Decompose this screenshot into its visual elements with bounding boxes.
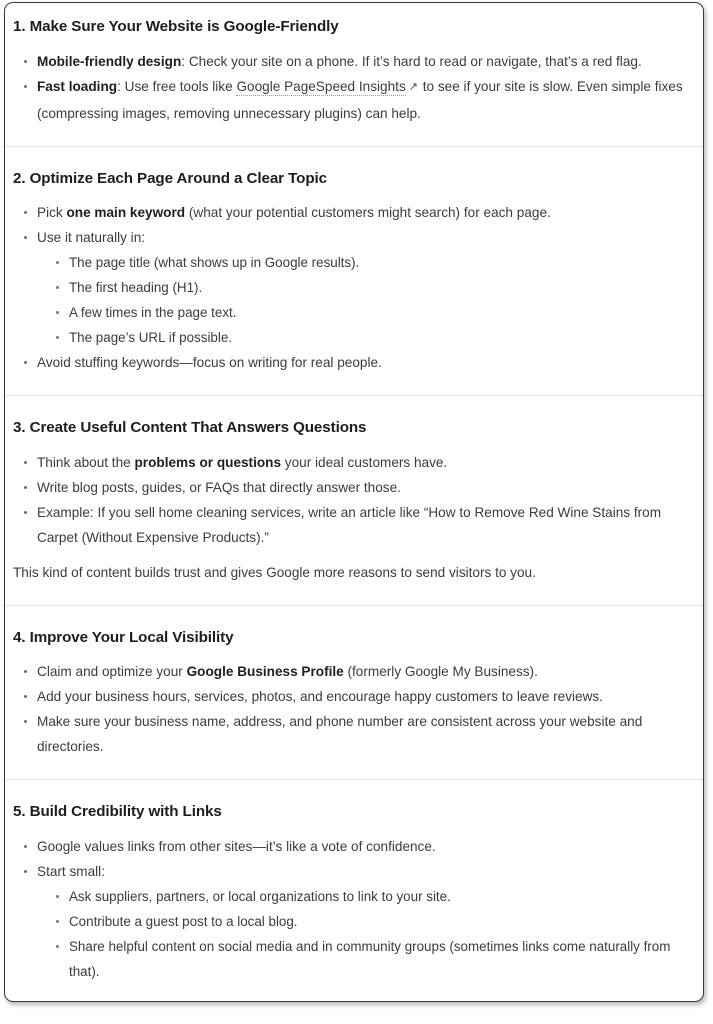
section-4-list	[9, 659, 689, 759]
list-item	[9, 49, 689, 74]
content-card	[4, 2, 704, 1002]
section-5-list	[9, 834, 689, 884]
list-item-bold: Google Business Profile	[186, 664, 344, 680]
list-item-separator: :	[117, 78, 125, 94]
section-1	[5, 17, 703, 126]
nested-list-item: Ask suppliers, partners, or local organizations to link to your site.	[9, 884, 689, 909]
google-pagespeed-insights-link[interactable]: Google PageSpeed Insights	[236, 78, 406, 94]
section-3-heading: 3. Create Useful Content That Answers Questions	[13, 419, 367, 437]
list-item-text-after-bold: (formerly Google My Business).	[343, 664, 538, 680]
list-item-text-after-bold: (what your potential customers might search) for each page.	[185, 205, 551, 221]
card-inner-scroll-region[interactable]	[5, 3, 703, 1001]
nested-list-item: Contribute a guest post to a local blog.	[9, 909, 689, 934]
list-item-lead: Mobile-friendly design	[37, 53, 182, 69]
section-2-list	[9, 200, 689, 250]
section-3	[5, 418, 703, 585]
section-5-heading: 5. Build Credibility with Links	[13, 803, 222, 821]
list-item-text: Use it naturally in:	[37, 230, 146, 246]
list-item-text-after-link: to see if your site is slow. Even simple fixes (compressing images, removing unnecessary plugins) can help.	[37, 78, 683, 121]
list-item: Write blog posts, guides, or FAQs that directly answer those.	[9, 475, 689, 500]
section-2-nested-list	[9, 250, 689, 350]
list-item: Make sure your business name, address, and phone number are consistent across your website and directories.	[9, 709, 689, 759]
section-3-paragraph: This kind of content builds trust and gives Google more reasons to send visitors to you.	[13, 564, 536, 580]
list-item: Example: If you sell home cleaning services, write an article like “How to Remove Red Wine Stains from Carpet (Without Expensive Products).”	[9, 500, 689, 550]
list-item-bold: problems or questions	[134, 454, 282, 470]
nested-list-item: Share helpful content on social media and in community groups (sometimes links come naturally from that).	[9, 934, 689, 984]
list-item-text-before-bold: Claim and optimize your	[37, 664, 187, 680]
external-link-arrow-icon: ↗	[408, 80, 418, 93]
list-item: Add your business hours, services, photos, and encourage happy customers to leave reviews.	[9, 684, 689, 709]
list-item: Google values links from other sites—it’s like a vote of confidence.	[9, 834, 689, 859]
list-item-lead: Fast loading	[37, 78, 118, 94]
list-item	[9, 659, 689, 684]
list-item-separator: :	[181, 53, 189, 69]
section-2	[5, 169, 703, 376]
section-1-heading: 1. Make Sure Your Website is Google-Friendly	[13, 18, 339, 35]
section-4-heading: 4. Improve Your Local Visibility	[13, 628, 234, 646]
section-2-list-continued	[9, 350, 689, 375]
nested-list-item: The first heading (H1).	[9, 275, 689, 300]
list-item-text-before-bold: Pick	[37, 205, 67, 221]
list-item-text: Check your site on a phone. If it’s hard to read or navigate, that’s a red flag.	[188, 53, 642, 69]
section-3-list	[9, 450, 689, 550]
section-1-list	[9, 49, 689, 126]
list-item-text-before-link: Use free tools like	[124, 78, 237, 94]
list-item: Start small:	[9, 859, 689, 884]
section-2-heading: 2. Optimize Each Page Around a Clear Topic	[13, 169, 327, 187]
section-5	[5, 802, 703, 984]
nested-list-item: The page title (what shows up in Google results).	[9, 250, 689, 275]
list-item-text-after-bold: your ideal customers have.	[281, 454, 448, 470]
list-item	[9, 450, 689, 475]
section-4	[5, 628, 703, 760]
list-item: Avoid stuffing keywords—focus on writing for real people.	[9, 350, 689, 375]
list-item	[9, 225, 689, 250]
nested-list-item: A few times in the page text.	[9, 300, 689, 325]
nested-list-item: The page’s URL if possible.	[9, 325, 689, 350]
list-item	[9, 74, 689, 126]
list-item-text-before-bold: Think about the	[37, 454, 135, 470]
section-5-nested-list	[9, 884, 689, 984]
list-item	[9, 200, 689, 225]
list-item-bold: one main keyword	[66, 205, 186, 221]
